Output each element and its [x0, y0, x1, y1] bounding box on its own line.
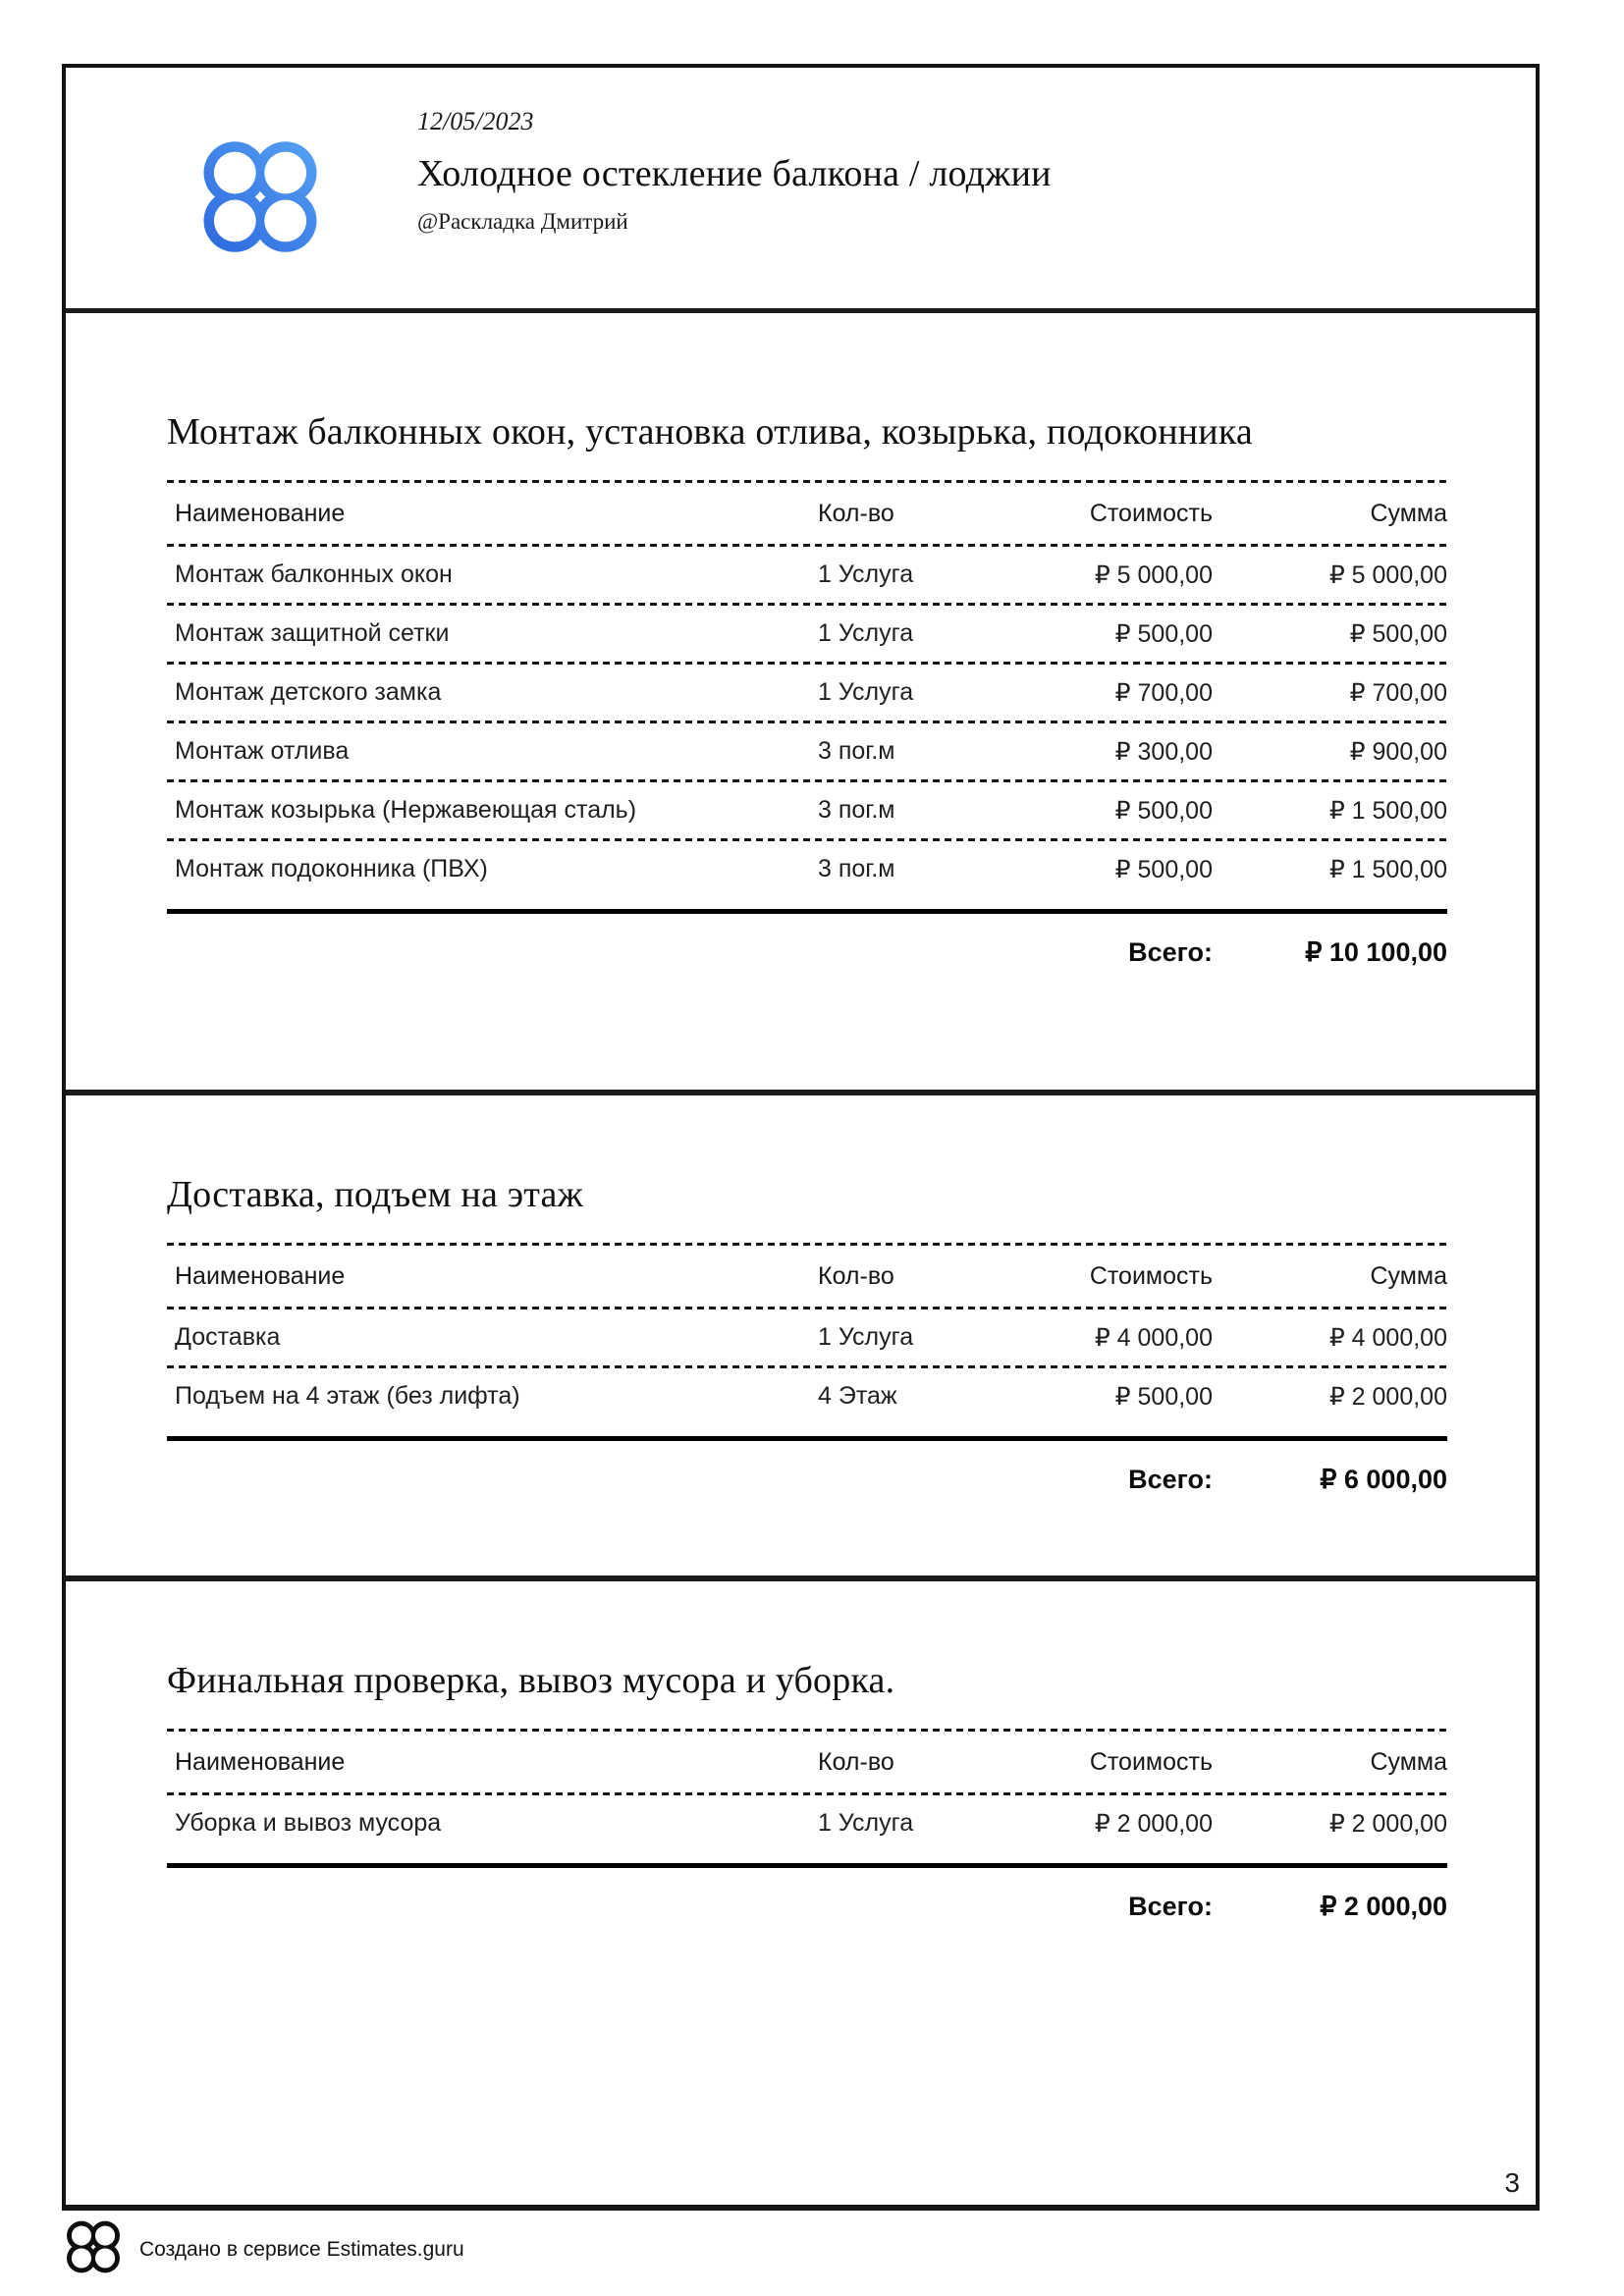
row-price: ₽ 4 000,00 — [1094, 1323, 1213, 1352]
table-header-row — [167, 1732, 1447, 1792]
table-rows — [167, 1307, 1447, 1424]
row-name: Монтаж балконных окон — [175, 561, 453, 589]
document-title: Холодное остекление балкона / лоджии — [417, 153, 1052, 194]
table-row — [167, 1795, 1447, 1851]
row-price: ₽ 500,00 — [1114, 855, 1213, 883]
column-header-qty: Кол-во — [818, 1261, 894, 1290]
column-header-name: Наименование — [175, 1261, 346, 1290]
document-author: @Раскладка Дмитрий — [417, 209, 628, 234]
table-totals-row — [167, 1441, 1447, 1495]
row-qty: 3 пог.м — [818, 796, 895, 825]
row-qty: 3 пог.м — [818, 855, 895, 883]
row-sum: ₽ 2 000,00 — [1328, 1809, 1447, 1838]
row-sum: ₽ 1 500,00 — [1328, 855, 1447, 883]
row-qty: 1 Услуга — [818, 1809, 914, 1838]
column-header-price: Стоимость — [1089, 499, 1213, 527]
estimate-section — [66, 1090, 1536, 1575]
row-qty: 1 Услуга — [818, 1323, 914, 1352]
total-label: Всего: — [1128, 1465, 1213, 1495]
section-title: Доставка, подъем на этаж — [167, 1174, 584, 1215]
table-row — [167, 547, 1447, 603]
row-qty: 1 Услуга — [818, 619, 914, 648]
row-name: Монтаж козырька (Нержавеющая сталь) — [175, 796, 637, 825]
row-price: ₽ 300,00 — [1114, 737, 1213, 766]
row-sum: ₽ 500,00 — [1349, 619, 1447, 648]
table-row — [167, 841, 1447, 897]
total-label: Всего: — [1128, 937, 1213, 968]
row-name: Подъем на 4 этаж (без лифта) — [175, 1382, 520, 1411]
column-header-sum: Сумма — [1370, 1747, 1447, 1776]
table-row — [167, 1309, 1447, 1365]
document-header — [66, 68, 1536, 313]
page-number: 3 — [1504, 2167, 1520, 2198]
header-text-block — [417, 68, 1052, 235]
total-value: ₽ 2 000,00 — [1320, 1892, 1447, 1922]
total-value: ₽ 10 100,00 — [1305, 937, 1447, 968]
column-header-sum: Сумма — [1370, 499, 1447, 527]
row-name: Уборка и вывоз мусора — [175, 1809, 442, 1838]
estimate-table — [167, 1243, 1447, 1495]
table-row — [167, 606, 1447, 662]
row-price: ₽ 700,00 — [1114, 678, 1213, 707]
table-row — [167, 1368, 1447, 1424]
row-price: ₽ 500,00 — [1114, 619, 1213, 648]
row-qty: 4 Этаж — [818, 1382, 897, 1411]
row-price: ₽ 5 000,00 — [1094, 561, 1213, 589]
estimate-table — [167, 480, 1447, 968]
table-header-row — [167, 483, 1447, 544]
column-header-price: Стоимость — [1089, 1261, 1213, 1290]
row-sum: ₽ 4 000,00 — [1328, 1323, 1447, 1352]
row-qty: 1 Услуга — [818, 561, 914, 589]
table-header-row — [167, 1246, 1447, 1307]
row-name: Монтаж защитной сетки — [175, 619, 450, 648]
row-name: Монтаж детского замка — [175, 678, 442, 707]
estimate-table — [167, 1729, 1447, 1922]
section-title: Финальная проверка, вывоз мусора и уборка. — [167, 1660, 895, 1701]
row-qty: 1 Услуга — [818, 678, 914, 707]
row-sum: ₽ 900,00 — [1349, 737, 1447, 766]
column-header-sum: Сумма — [1370, 1261, 1447, 1290]
column-header-price: Стоимость — [1089, 1747, 1213, 1776]
table-rows — [167, 1792, 1447, 1851]
row-sum: ₽ 1 500,00 — [1328, 796, 1447, 825]
row-name: Монтаж отлива — [175, 737, 350, 766]
total-value: ₽ 6 000,00 — [1320, 1465, 1447, 1495]
row-sum: ₽ 700,00 — [1349, 678, 1447, 707]
footer-logo-icon — [65, 2220, 122, 2278]
document-footer — [65, 2220, 464, 2278]
total-label: Всего: — [1128, 1892, 1213, 1922]
table-totals-row — [167, 914, 1447, 968]
section-title: Монтаж балконных окон, установка отлива, козырька, подоконника — [167, 411, 1253, 453]
footer-created-with: Создано в сервисе Estimates.guru — [139, 2237, 464, 2261]
row-price: ₽ 2 000,00 — [1094, 1809, 1213, 1838]
column-header-qty: Кол-во — [818, 1747, 894, 1776]
column-header-name: Наименование — [175, 499, 346, 527]
document-page — [62, 64, 1540, 2211]
row-sum: ₽ 2 000,00 — [1328, 1382, 1447, 1411]
table-rows — [167, 544, 1447, 897]
document-date: 12/05/2023 — [417, 107, 534, 135]
row-price: ₽ 500,00 — [1114, 796, 1213, 825]
row-qty: 3 пог.м — [818, 737, 895, 766]
row-sum: ₽ 5 000,00 — [1328, 561, 1447, 589]
table-row — [167, 723, 1447, 779]
row-name: Монтаж подоконника (ПВХ) — [175, 855, 488, 883]
column-header-qty: Кол-во — [818, 499, 894, 527]
column-header-name: Наименование — [175, 1747, 346, 1776]
table-row — [167, 665, 1447, 721]
table-row — [167, 782, 1447, 838]
table-totals-row — [167, 1868, 1447, 1922]
estimate-section — [66, 313, 1536, 1090]
estimate-section — [66, 1575, 1536, 2205]
row-price: ₽ 500,00 — [1114, 1382, 1213, 1411]
sections-container — [66, 313, 1536, 2205]
row-name: Доставка — [175, 1323, 281, 1352]
estimates-guru-logo-icon — [196, 140, 324, 258]
